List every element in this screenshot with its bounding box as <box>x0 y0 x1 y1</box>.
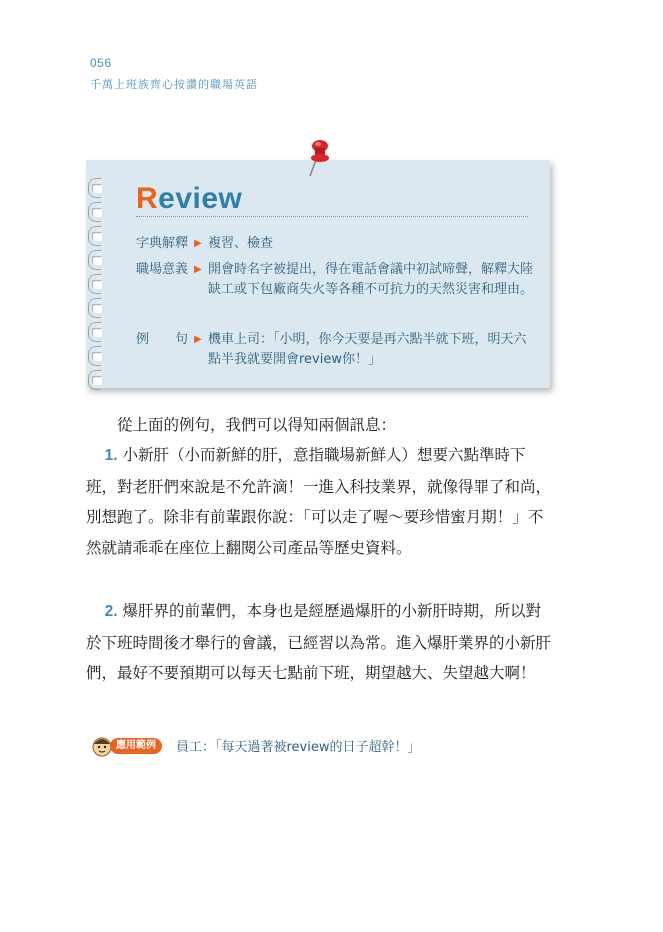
binder-hole <box>92 208 102 217</box>
push-pin-icon <box>304 134 334 178</box>
paragraph-number: 1. <box>104 447 118 464</box>
usage-example <box>90 734 510 758</box>
review-card-paper <box>86 160 550 388</box>
binder-hole <box>92 232 102 241</box>
paragraph-number: 2. <box>104 603 118 620</box>
binder-hole <box>92 184 102 193</box>
arrow-right-icon: ▶ <box>194 264 202 275</box>
binder-hole <box>92 352 102 361</box>
usage-text: 員工：「每天過著被review的日子超幹！」 <box>176 740 421 755</box>
usage-badge: 應用範例 <box>110 738 162 754</box>
row-label: 職場意義 <box>136 262 189 277</box>
title-divider <box>136 216 528 217</box>
page-header <box>90 56 258 92</box>
paragraph-text: 爆肝界的前輩們，本身也是經歷過爆肝的小新肝時期，所以對於下班時間後才舉行的會議，已經習以為常。進入爆肝業界的小新肝們，最好不要預期可以每天七點前下班，期望越大、失望越大啊！ <box>86 602 552 682</box>
book-title: 千萬上班族齊心按讚的職場英語 <box>90 78 258 91</box>
review-card <box>86 160 550 388</box>
row-label: 例 句 <box>136 332 189 347</box>
row-text: 機車上司：「小明，你今天要是再六點半就下班，明天六點半我就要開會review你！」 <box>208 332 527 367</box>
binder-hole <box>92 304 102 313</box>
page-number: 056 <box>90 56 112 70</box>
binder-hole <box>92 280 102 289</box>
row-text: 複習、檢查 <box>208 236 274 251</box>
paragraph-1 <box>86 440 556 563</box>
paragraph-text: 小新肝（小而新鮮的肝，意指職場新鮮人）想要六點準時下班，對老肝們來說是不允許滴！一進入科技業界，就像得罪了和尚，別想跑了。除非有前輩跟你說：「可以走了喔～要珍惜蜜月期！」不然就請乖乖在座位上翻閱公司產品等歷史資料。 <box>86 446 552 557</box>
arrow-right-icon: ▶ <box>194 334 202 345</box>
paragraph-2 <box>86 596 556 689</box>
arrow-right-icon: ▶ <box>194 238 202 249</box>
row-text: 開會時名字被提出，得在電話會議中初試啼聲，解釋大陸缺工或下包廠商失火等各種不可抗力的天然災害和理由。 <box>208 262 534 297</box>
review-title: Review <box>136 182 243 215</box>
row-label: 字典解釋 <box>136 236 189 251</box>
intro-paragraph: 從上面的例句，我們可以得知兩個訊息： <box>117 416 397 434</box>
binder-hole <box>92 328 102 337</box>
binder-hole <box>92 376 102 385</box>
binder-hole <box>92 256 102 265</box>
